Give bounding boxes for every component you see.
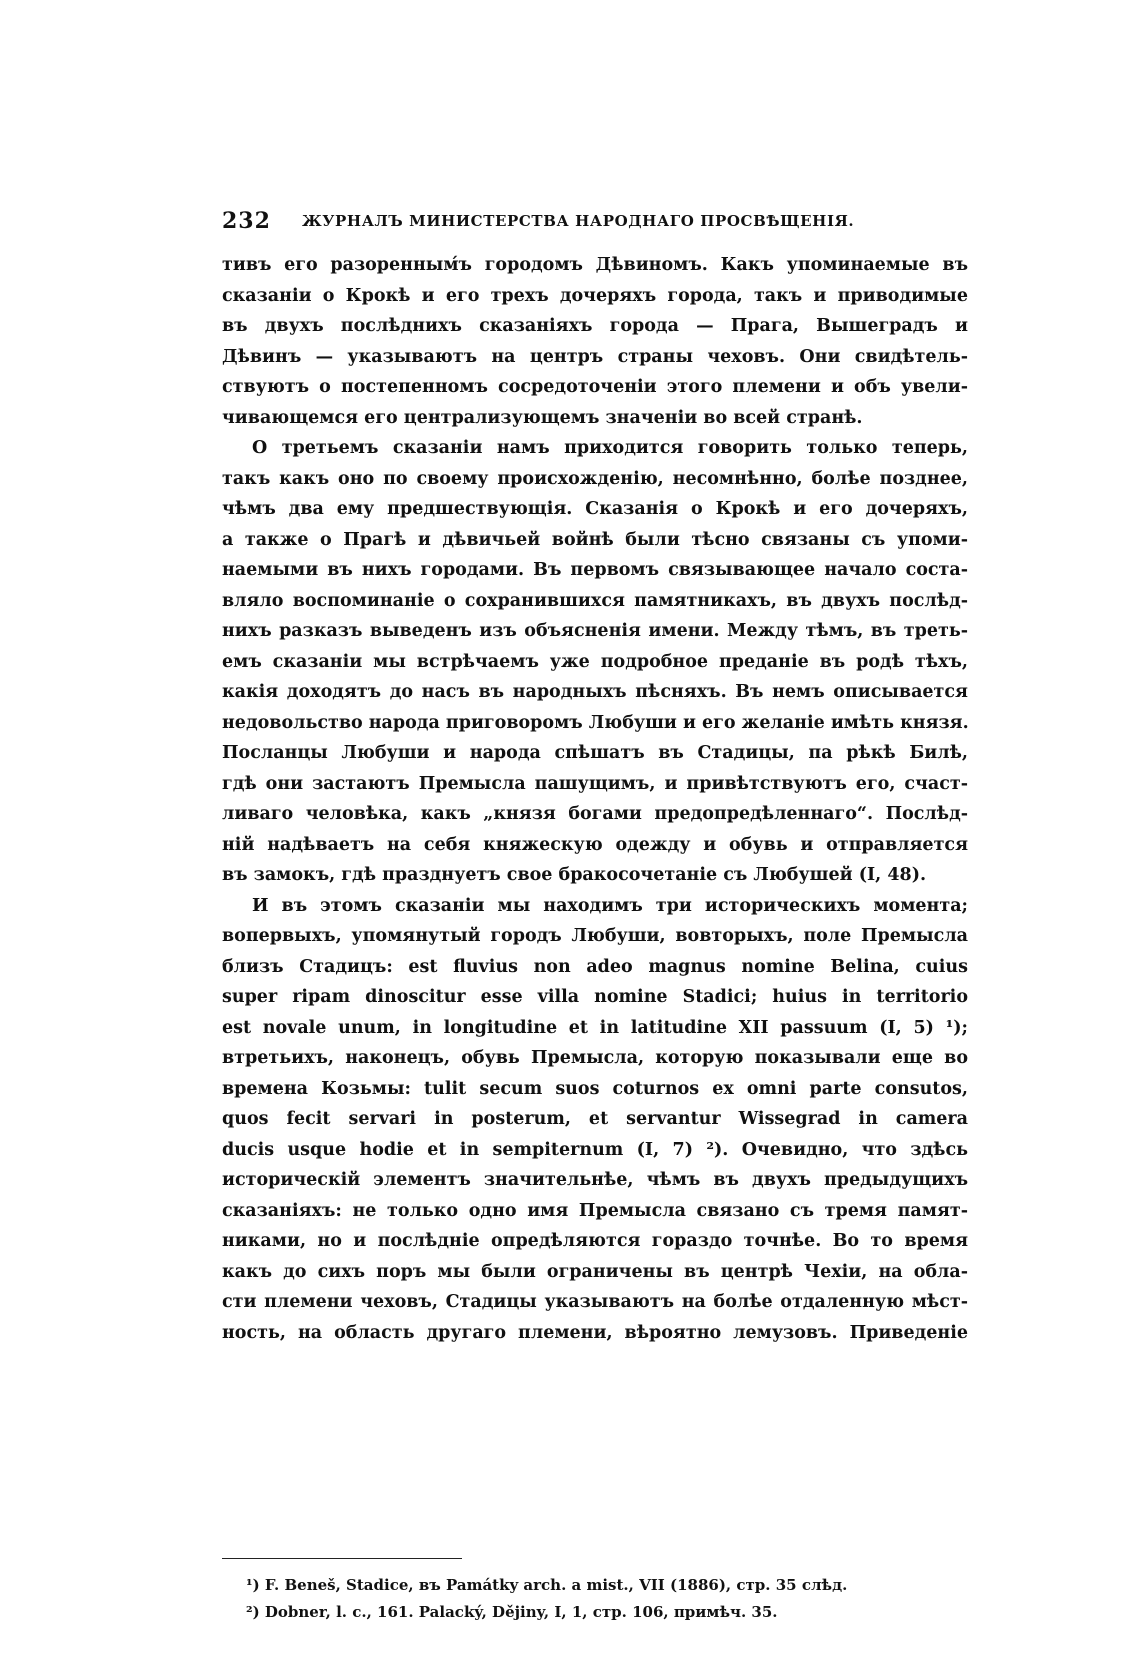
text-line: емъ сказаніи мы встрѣчаемъ уже подробное преданіе въ родѣ тѣхъ,	[222, 651, 968, 672]
text-line: ствуютъ о постепенномъ сосредоточеніи этого племени и объ увели-	[222, 377, 968, 397]
text-line: въ замокъ, гдѣ празднуетъ свое бракосочетаніе съ Любушей (I, 48).	[222, 865, 927, 885]
text-line: ducis usque hodie et in sempiternum (I, 7) ²). Очевидно, что здѣсь	[222, 1139, 968, 1160]
text-line: гдѣ они застаютъ Премысла пашущимъ, и привѣтствуютъ его, счаст-	[222, 773, 968, 794]
paragraph-start-line: О третьемъ сказаніи намъ приходится говорить только теперь,	[252, 438, 968, 458]
text-line: какія доходятъ до насъ въ народныхъ пѣсняхъ. Въ немъ описывается	[222, 682, 968, 702]
footnotes	[246, 1572, 946, 1626]
text-line: близъ Стадицъ: est fluvius non adeo magnus nomine Belina, cuius	[222, 956, 968, 977]
text-line: такъ какъ оно по своему происхожденію, несомнѣнно, болѣе позднее,	[222, 468, 968, 489]
footnote-divider	[222, 1558, 462, 1559]
text-line: ній надѣваетъ на себя княжескую одежду и обувь и отправляется	[222, 834, 968, 855]
footnote-1: ¹) F. Beneš, Stadice, въ Památky arch. a mist., VII (1886), стр. 35 слѣд.	[246, 1576, 848, 1594]
text-line: тивъ его разоренным́ъ городомъ Дѣвиномъ. Какъ упоминаемые въ	[222, 255, 968, 275]
text-line: сказаніяхъ: не только одно имя Премысла связано съ тремя памят-	[222, 1200, 968, 1221]
footnote-2: ²) Dobner, l. c., 161. Palacký, Dějiny, I, 1, стр. 106, примѣч. 35.	[246, 1603, 778, 1621]
page-header	[222, 208, 968, 238]
text-line: никами, но и послѣдніе опредѣляются гораздо точнѣе. Во то время	[222, 1231, 968, 1251]
text-line: какъ до сихъ поръ мы были ограничены въ центрѣ Чехіи, на обла-	[222, 1261, 968, 1282]
running-title: ЖУРНАЛЪ МИНИСТЕРСТВА НАРОДНАГО ПРОСВѢЩЕНІЯ.	[302, 212, 855, 230]
text-line: ность, на область другаго племени, вѣроятно лемузовъ. Приведеніе	[222, 1322, 968, 1343]
text-line: втретьихъ, наконецъ, обувь Премысла, которую показывали еще во	[222, 1048, 968, 1068]
text-line: сти племени чеховъ, Стадицы указываютъ на болѣе отдаленную мѣст-	[222, 1292, 968, 1312]
text-line: сказаніи о Крокѣ и его трехъ дочеряхъ города, такъ и приводимые	[222, 285, 968, 306]
body-text	[222, 250, 968, 1348]
text-line: Дѣвинъ — указываютъ на центръ страны чеховъ. Они свидѣтель-	[222, 346, 968, 367]
text-line: Посланцы Любуши и народа спѣшатъ въ Стадицы, па рѣкѣ Билѣ,	[222, 743, 968, 763]
text-line: историческій элементъ значительнѣе, чѣмъ въ двухъ предыдущихъ	[222, 1170, 968, 1190]
text-line: недовольство народа приговоромъ Любуши и его желаніе имѣть князя.	[222, 712, 969, 733]
text-line: времена Козьмы: tulit secum suos coturnos ex omni parte consutos,	[222, 1078, 968, 1099]
text-line: вопервыхъ, упомянутый городъ Любуши, вовторыхъ, поле Премысла	[222, 926, 968, 946]
text-line: а также о Прагѣ и дѣвичьей войнѣ были тѣсно связаны съ упоми-	[222, 529, 968, 550]
text-line: наемыми въ нихъ городами. Въ первомъ связывающее начало соста-	[222, 560, 968, 580]
text-line: чѣмъ два ему предшествующія. Сказанія о Крокѣ и его дочеряхъ,	[222, 499, 968, 519]
text-line: чивающемся его централизующемъ значеніи во всей странѣ.	[222, 407, 863, 428]
text-line: нихъ разказъ выведенъ изъ объясненія имени. Между тѣмъ, въ треть-	[222, 621, 968, 641]
text-line: est novale unum, in longitudine et in latitudine XII passuum (I, 5) ¹);	[222, 1017, 968, 1038]
page-number: 232	[222, 208, 271, 234]
text-line: ливаго человѣка, какъ „князя богами предопредѣленнаго“. Послѣд-	[222, 804, 968, 824]
paragraph-start-line: И въ этомъ сказаніи мы находимъ три историческихъ момента;	[252, 895, 968, 916]
text-line: super ripam dinoscitur esse villa nomine Stadici; huius in territorio	[222, 987, 968, 1007]
text-line: вляло воспоминаніе о сохранившихся памятникахъ, въ двухъ послѣд-	[222, 590, 968, 611]
text-line: въ двухъ послѣднихъ сказаніяхъ города — Прага, Вышеградъ и	[222, 316, 968, 336]
text-line: quos fecit servari in posterum, et servantur Wissegrad in camera	[222, 1109, 968, 1129]
